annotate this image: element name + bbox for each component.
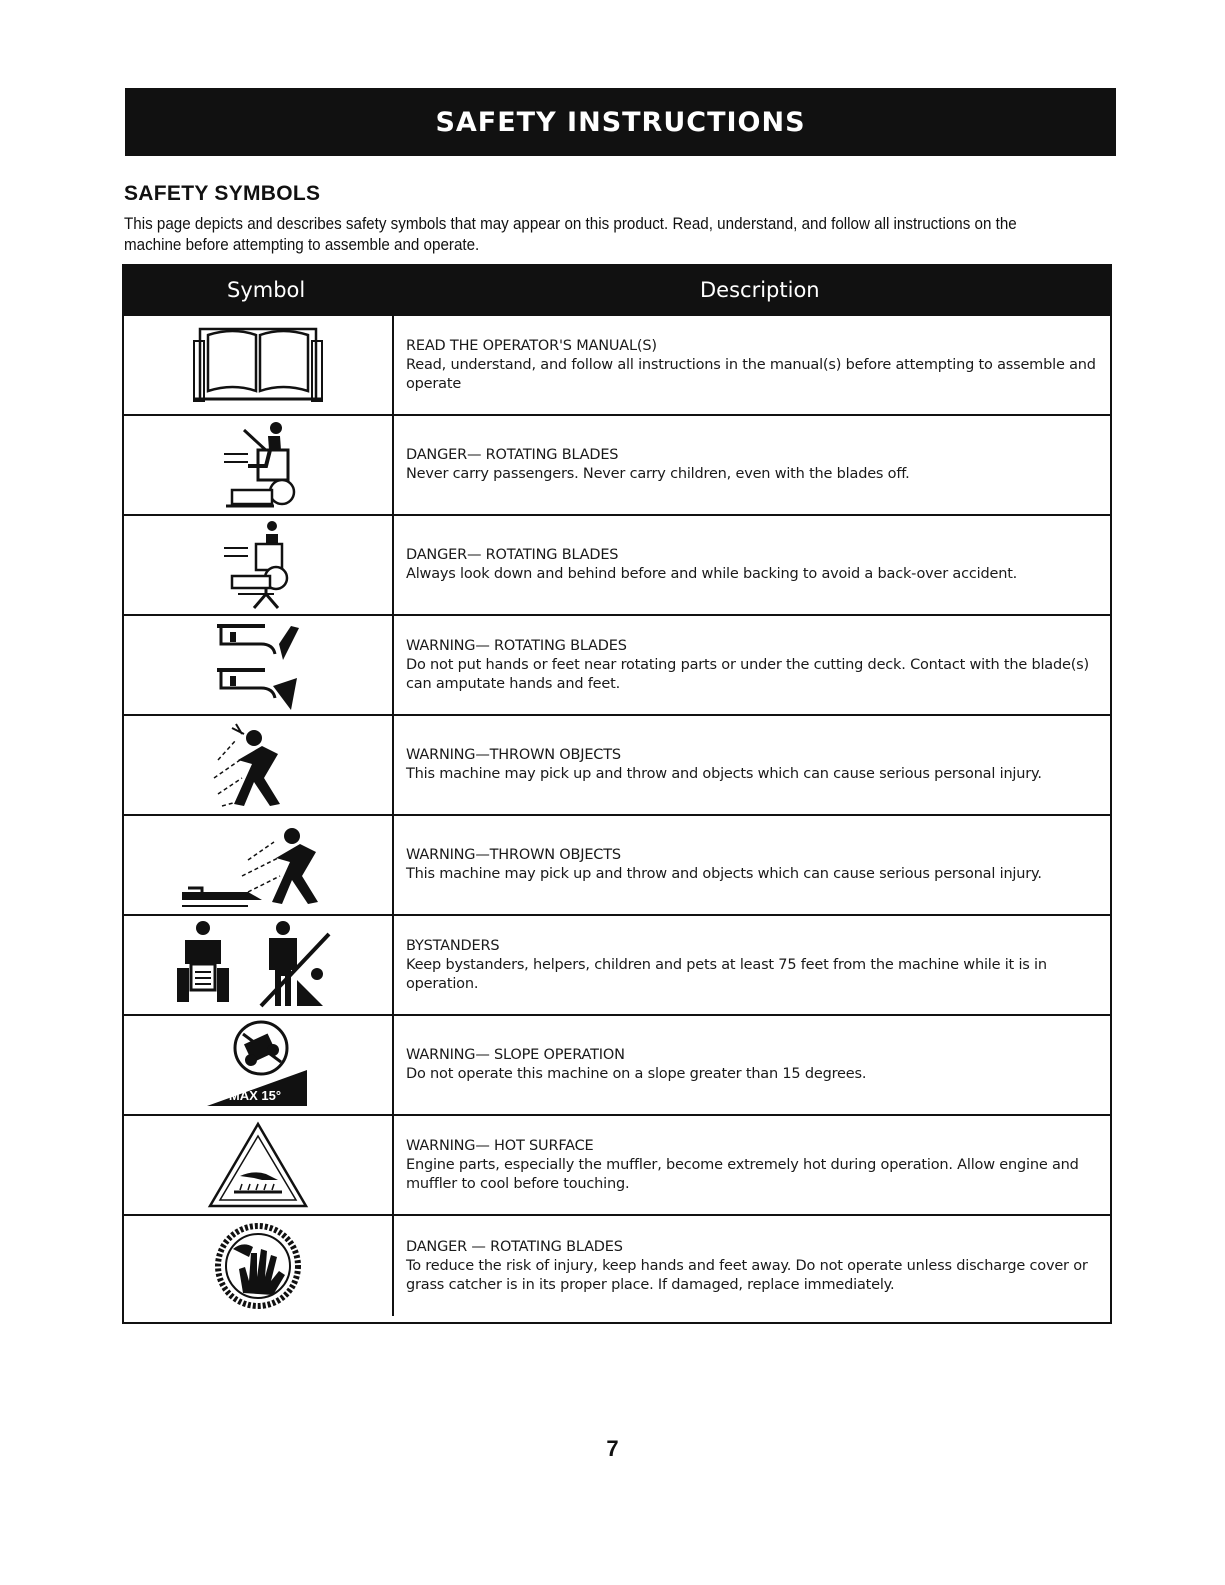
row-title: WARNING— SLOPE OPERATION <box>406 1047 625 1063</box>
symbol-cell <box>124 816 394 914</box>
row-title: DANGER — ROTATING BLADES <box>406 1238 623 1255</box>
hand-blade-icon <box>213 1221 303 1311</box>
slope-badge: MAX 15° <box>228 1088 282 1103</box>
table-row <box>124 816 1110 916</box>
row-body: Do not operate this machine on a slope greater than 15 degrees. <box>406 1066 867 1082</box>
row-body: Keep bystanders, helpers, children and pets at least 75 feet from the machine while it is in operation. <box>406 956 1047 992</box>
symbol-cell <box>124 1116 394 1214</box>
thrown-objects-mower-icon <box>178 820 338 910</box>
thrown-objects-icon <box>208 720 308 810</box>
symbol-cell <box>124 416 394 514</box>
symbol-cell <box>124 516 394 614</box>
safety-symbols-table <box>122 264 1112 1324</box>
operators-manual-icon <box>188 325 328 405</box>
row-title: WARNING— ROTATING BLADES <box>406 637 627 654</box>
description-cell <box>406 516 1096 614</box>
row-title: WARNING—THROWN OBJECTS <box>406 747 621 763</box>
row-body: Do not put hands or feet near rotating parts or under the cutting deck. Contact with the blade(s) can amputate hands and feet. <box>406 656 1089 692</box>
symbol-cell <box>124 616 394 714</box>
table-row <box>124 716 1110 816</box>
section-banner <box>125 88 1116 156</box>
row-body: Engine parts, especially the muffler, become extremely hot during operation. Allow engine and muffler to cool before touching. <box>406 1156 1079 1192</box>
banner-title: SAFETY INSTRUCTIONS <box>435 106 806 138</box>
hot-surface-icon <box>206 1120 310 1210</box>
col-header-description: Description <box>700 278 820 302</box>
backover-icon <box>218 520 298 610</box>
table-row <box>124 1216 1110 1316</box>
symbol-cell <box>124 916 394 1014</box>
row-title: DANGER— ROTATING BLADES <box>406 447 619 463</box>
slope-icon <box>203 1020 313 1110</box>
page-number: 7 <box>606 1436 619 1461</box>
row-title: WARNING— HOT SURFACE <box>406 1137 594 1154</box>
description-cell <box>406 916 1096 1014</box>
row-body: This machine may pick up and throw and objects which can cause serious personal injury. <box>406 866 1042 882</box>
symbol-cell <box>124 716 394 814</box>
table-row <box>124 1016 1110 1116</box>
section-title: SAFETY SYMBOLS <box>124 182 321 205</box>
symbol-cell <box>124 316 394 414</box>
symbol-cell <box>124 1216 394 1316</box>
table-row <box>124 1116 1110 1216</box>
table-header <box>124 266 1110 316</box>
intro-paragraph: This page depicts and describes safety symbols that may appear on this product. Read, understand, and follow all instructions on the machine before attempting to assemble and operate. <box>124 215 1017 254</box>
description-cell <box>406 1216 1096 1316</box>
no-passengers-icon <box>218 420 298 510</box>
row-title: READ THE OPERATOR'S MANUAL(S) <box>406 337 657 354</box>
table-row <box>124 416 1110 516</box>
table-row <box>124 516 1110 616</box>
row-title: WARNING—THROWN OBJECTS <box>406 847 621 863</box>
row-title: BYSTANDERS <box>406 937 500 954</box>
row-body: Never carry passengers. Never carry children, even with the blades off. <box>406 466 910 482</box>
row-body: To reduce the risk of injury, keep hands and feet away. Do not operate unless discharge cover or grass catcher is in its proper place. If damaged, replace immediately. <box>406 1257 1088 1293</box>
row-title: DANGER— ROTATING BLADES <box>406 547 619 563</box>
table-row <box>124 916 1110 1016</box>
row-body: Always look down and behind before and while backing to avoid a back-over accident. <box>406 566 1018 582</box>
row-body: Read, understand, and follow all instructions in the manual(s) before attempting to assemble and operate <box>406 356 1096 392</box>
table-row <box>124 616 1110 716</box>
bystanders-icon <box>173 920 343 1010</box>
description-cell <box>406 616 1096 714</box>
description-cell <box>406 716 1096 814</box>
hand-foot-blade-icon <box>213 620 303 710</box>
col-header-symbol: Symbol <box>227 278 306 302</box>
description-cell <box>406 1016 1096 1114</box>
description-cell <box>406 1116 1096 1214</box>
table-row <box>124 316 1110 416</box>
description-cell <box>406 816 1096 914</box>
symbol-cell <box>124 1016 394 1114</box>
description-cell <box>406 416 1096 514</box>
row-body: This machine may pick up and throw and objects which can cause serious personal injury. <box>406 766 1042 782</box>
description-cell <box>406 316 1096 414</box>
